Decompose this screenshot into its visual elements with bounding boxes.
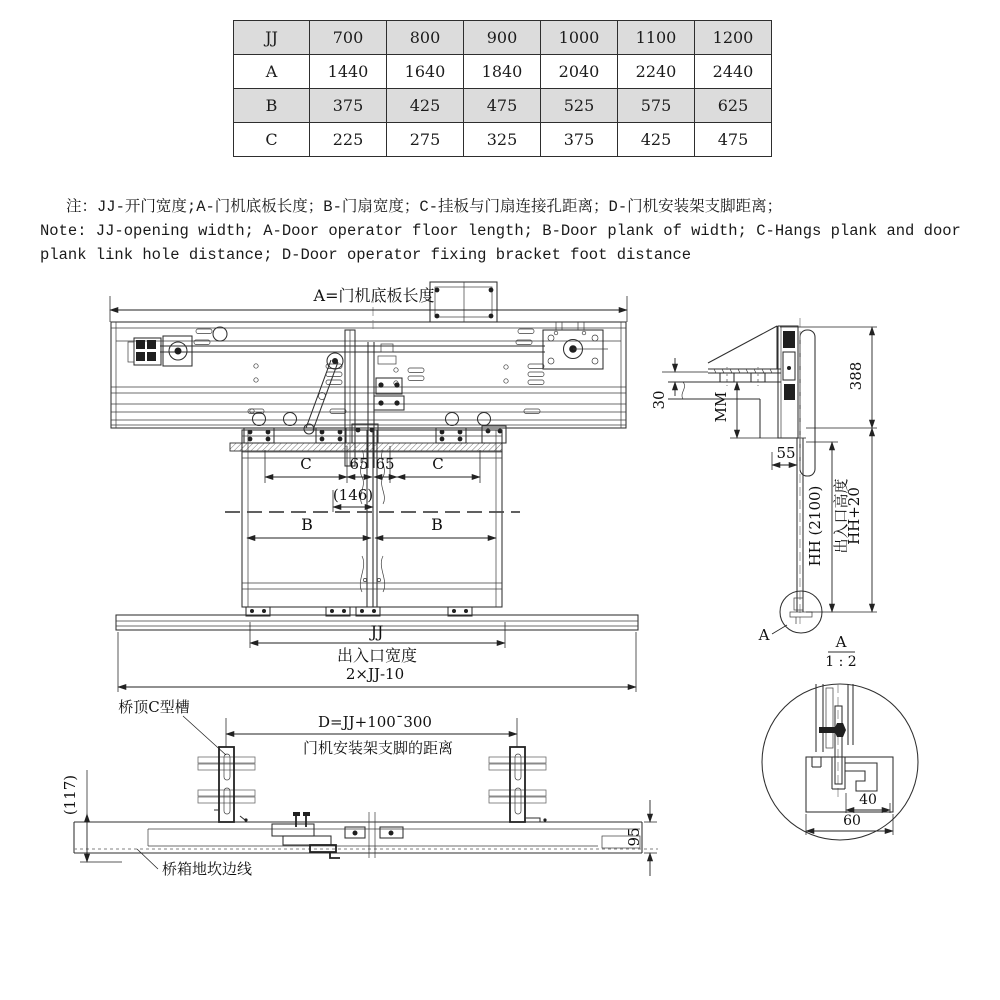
note-line-cn: 注：JJ-开门宽度;A-门机底板长度；B-门扇宽度；C-挂板与门扇连接孔距离；D-门机安装架支脚距离；: [66, 198, 783, 216]
table-cell: 1440: [310, 55, 387, 89]
controller-box: [430, 282, 497, 322]
table-cell: 2040: [541, 55, 618, 89]
dim-label-2jj10: 2×JJ-10: [345, 665, 405, 683]
dim-label-hh20: HH+20: [845, 487, 863, 545]
label-foot-distance: 门机安装架支脚的距离: [302, 739, 454, 757]
dim-label-65-right: 65: [375, 455, 395, 473]
table-cell: 375: [310, 89, 387, 123]
table-cell: 425: [387, 89, 464, 123]
table-cell: 625: [695, 89, 772, 123]
dim-label-d: D=JJ+100¯300: [318, 713, 432, 731]
vent-slots: [194, 329, 544, 414]
table-cell: 800: [387, 21, 464, 55]
table-cell: 900: [464, 21, 541, 55]
mounting-bracket-left: [198, 747, 255, 822]
side-view-dimensions: [650, 327, 877, 612]
section-scale: 1 : 2: [825, 654, 857, 670]
table-cell: 700: [310, 21, 387, 55]
dim-label-c-left: C: [300, 455, 312, 473]
label-opening-height: 出入口高度: [832, 478, 850, 554]
row-label: JJ: [234, 21, 310, 55]
table-cell: 1000: [541, 21, 618, 55]
table-cell: 2240: [618, 55, 695, 89]
detail-callout-mark: A: [758, 626, 770, 644]
dim-label-c-right: C: [432, 455, 444, 473]
detail-a-view: [762, 684, 918, 840]
table-cell: 375: [541, 123, 618, 157]
tension-pulley: [543, 322, 608, 369]
dim-label-388: 388: [847, 361, 865, 391]
drive-motor: [128, 336, 192, 366]
table-cell: 225: [310, 123, 387, 157]
label-sill-edge: 桥箱地坎边线: [162, 860, 253, 878]
table-cell: 1200: [695, 21, 772, 55]
row-label: A: [234, 55, 310, 89]
table-cell: 1640: [387, 55, 464, 89]
table-cell: 1840: [464, 55, 541, 89]
front-view-door-operator: [110, 282, 638, 692]
dim-label-mm: MM: [712, 391, 730, 423]
dim-label-60: 60: [843, 813, 861, 829]
label-opening-width: 出入口宽度: [336, 646, 418, 665]
row-label: C: [234, 123, 310, 157]
side-view-section: [650, 318, 877, 670]
table-cell: 475: [695, 123, 772, 157]
door-panels: [242, 430, 502, 616]
dim-label-hh: HH (2100): [806, 485, 824, 567]
front-view-dimensions: [110, 286, 636, 692]
dim-label-b-right: B: [431, 515, 443, 534]
label-c-channel: 桥顶C型槽: [118, 698, 190, 716]
dim-label-jj: JJ: [370, 622, 384, 641]
section-title: [825, 633, 856, 670]
coupler-plan: [272, 812, 403, 858]
section-name: A: [835, 633, 847, 651]
plan-view-dimensions: [61, 698, 657, 878]
plan-view-installation: [61, 698, 658, 878]
ledge-hatch: [714, 369, 772, 373]
dim-label-65-left: 65: [349, 455, 369, 473]
table-cell: 425: [618, 123, 695, 157]
table-cell: 525: [541, 89, 618, 123]
dim-label-95: 95: [625, 827, 643, 847]
table-cell: 475: [464, 89, 541, 123]
dim-label-146: (146): [332, 486, 374, 504]
dim-label-117: (117): [61, 774, 79, 816]
note-line-en: Note: JJ-opening width; A-Door operator floor length; B-Door plank of width; C-Hangs plank and door plank link hole distance; D-Door operator fixing bracket foot distance: [40, 222, 961, 264]
mounting-bracket-right: [489, 747, 547, 822]
dim-label-a: A=门机底板长度: [313, 286, 435, 305]
dim-label-b-left: B: [301, 515, 313, 534]
dim-label-55: 55: [776, 444, 796, 462]
dim-label-40: 40: [859, 792, 877, 808]
table-cell: 1100: [618, 21, 695, 55]
row-label: B: [234, 89, 310, 123]
table-cell: 2440: [695, 55, 772, 89]
dim-label-30: 30: [650, 390, 668, 410]
table-cell: 325: [464, 123, 541, 157]
table-cell: 275: [387, 123, 464, 157]
table-cell: 575: [618, 89, 695, 123]
